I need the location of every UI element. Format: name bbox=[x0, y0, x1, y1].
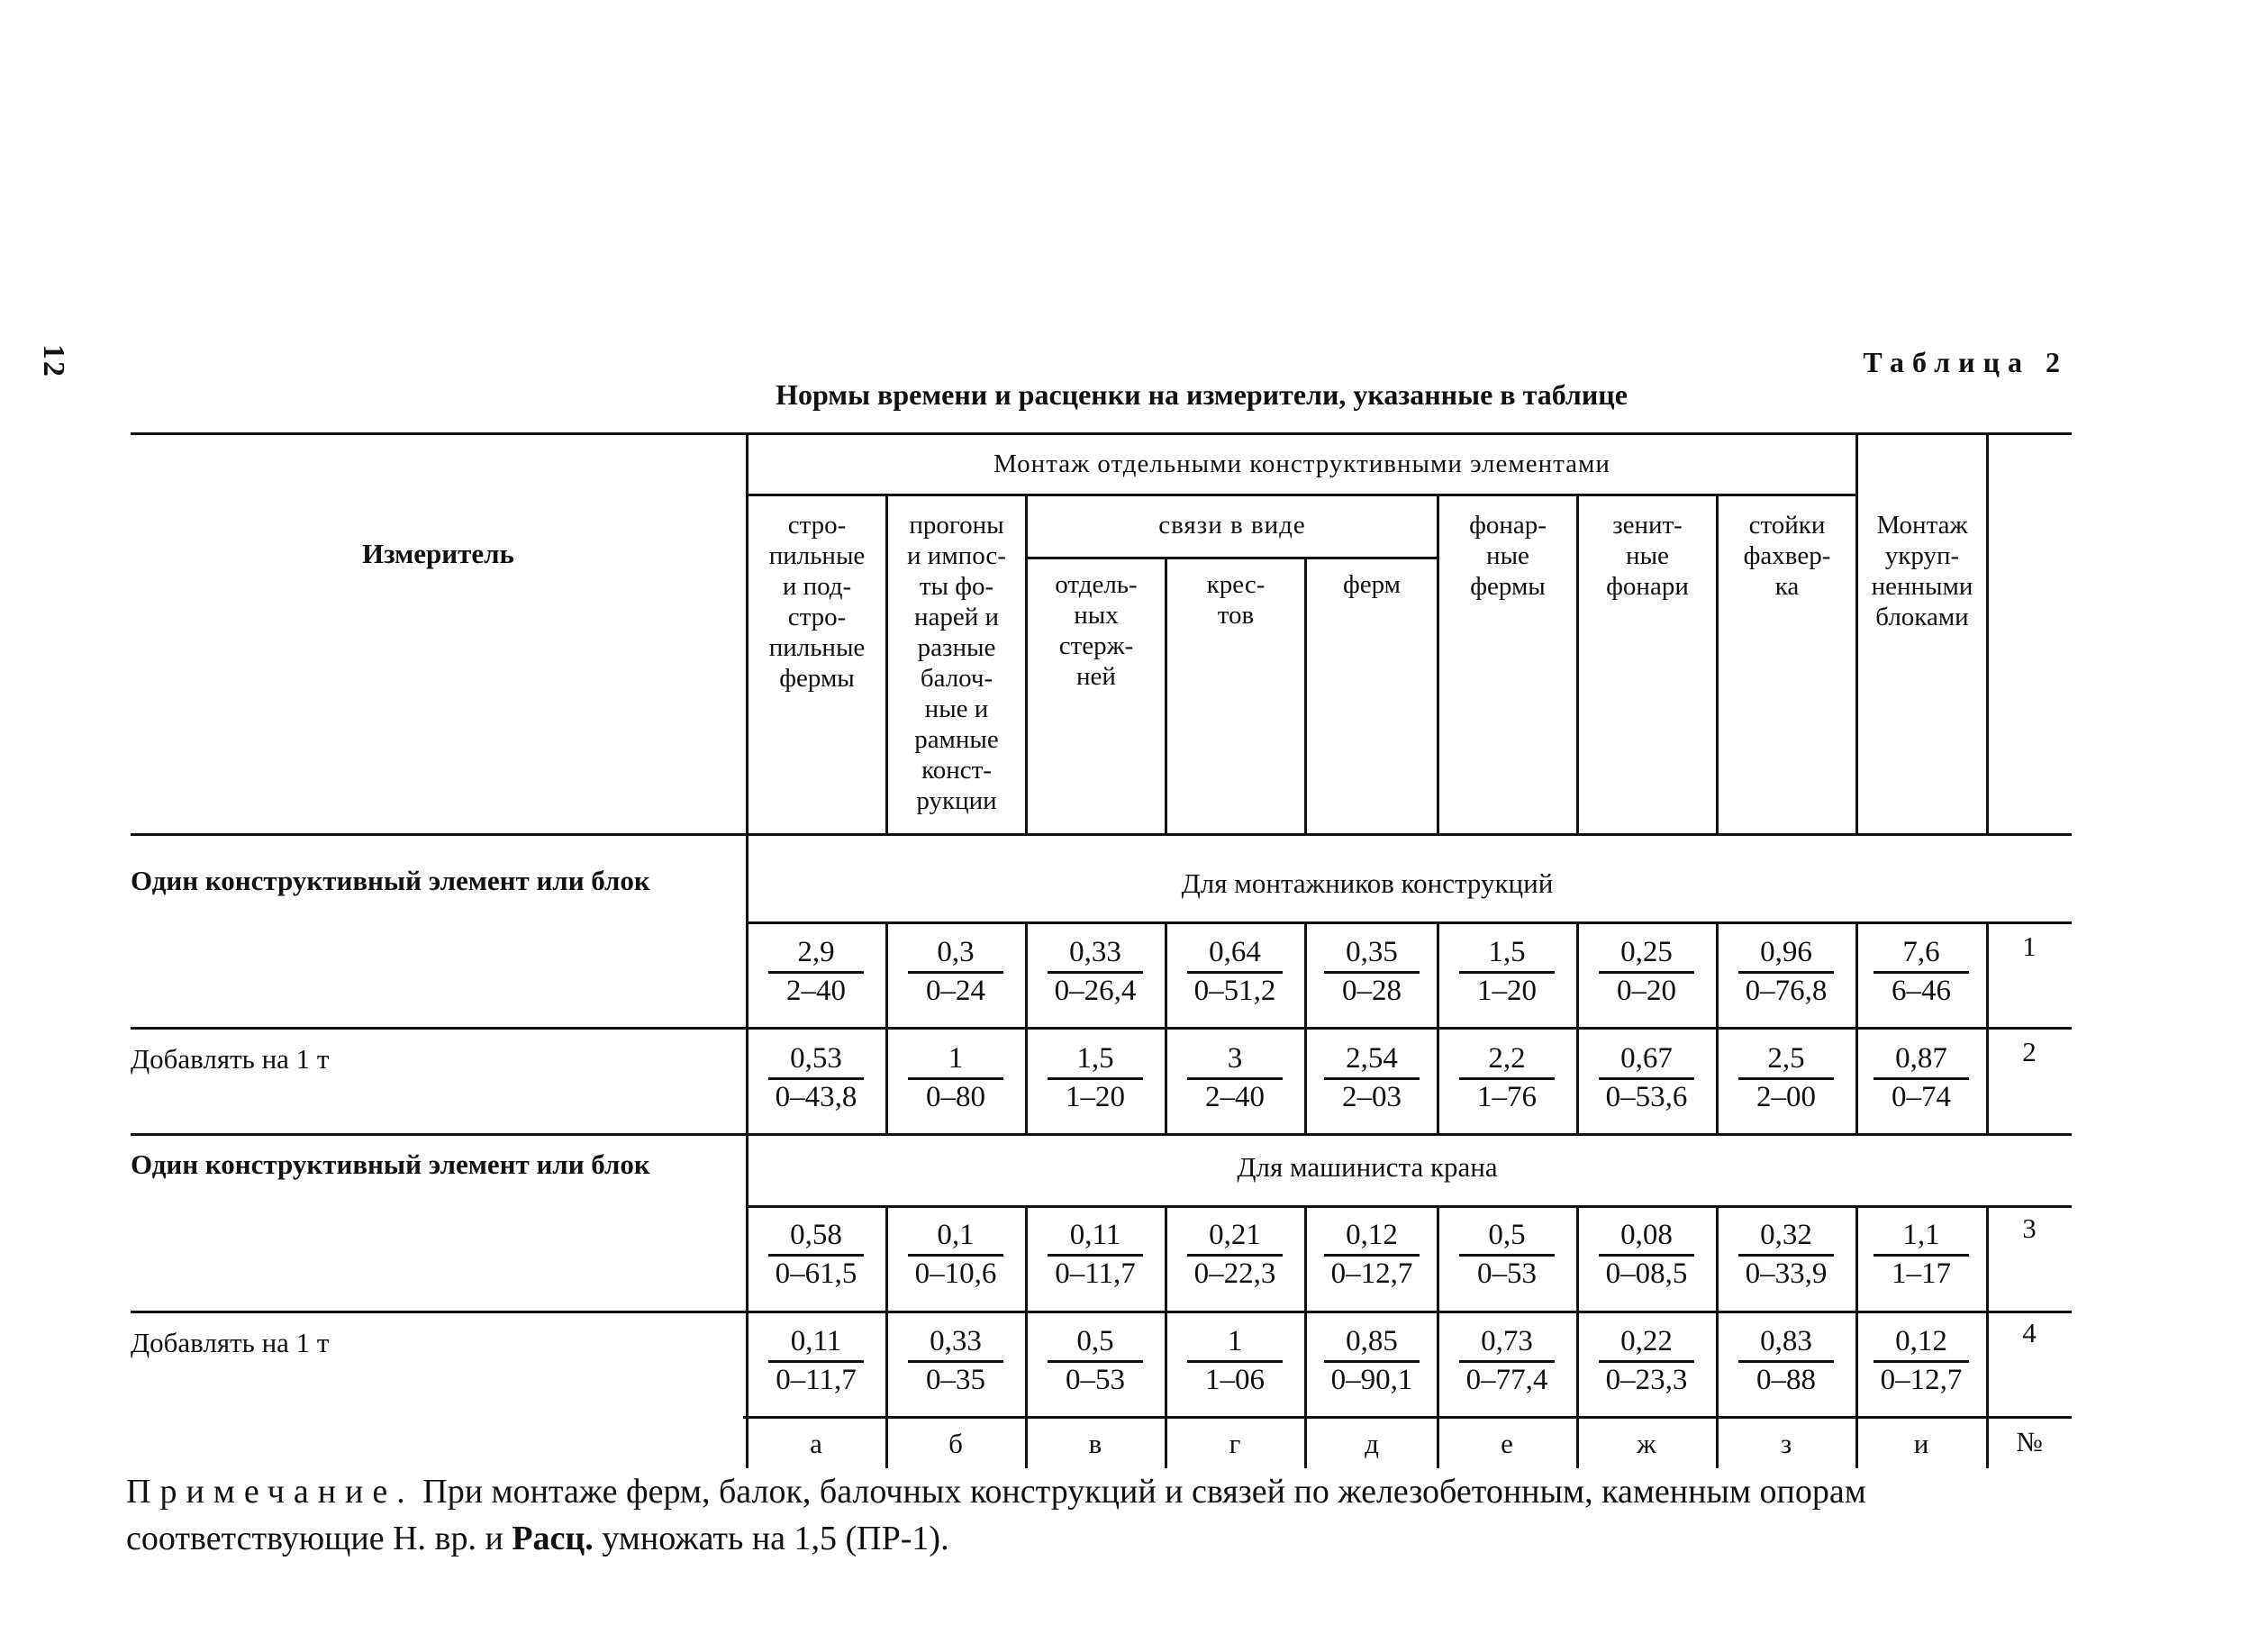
time-norm-value: 0,5 bbox=[1076, 1325, 1114, 1357]
column-letter: д bbox=[1365, 1428, 1379, 1459]
rate-cell bbox=[1304, 1041, 1439, 1114]
header-measure: Измеритель bbox=[362, 538, 514, 569]
section-title-crane-operator: Для машиниста крана bbox=[1237, 1151, 1498, 1183]
rate-cell bbox=[1719, 1324, 1854, 1397]
time-norm-value: 0,87 bbox=[1895, 1042, 1947, 1075]
rate-cell bbox=[1854, 935, 1989, 1008]
rate-cell bbox=[748, 1324, 884, 1397]
time-norm-value: 0,08 bbox=[1620, 1219, 1673, 1251]
time-norm-value: 0,12 bbox=[1895, 1325, 1947, 1357]
header-group-separate: Монтаж отдельными конструктивными элементами bbox=[993, 449, 1610, 478]
rate-cell bbox=[1167, 1324, 1302, 1397]
rate-cell bbox=[1028, 935, 1163, 1008]
header-col-d: ферм bbox=[1342, 570, 1402, 599]
rate-value: 1–20 bbox=[1048, 1077, 1143, 1114]
rate-cell bbox=[1304, 1218, 1439, 1291]
table-note bbox=[126, 1468, 2090, 1562]
time-norm-value: 0,1 bbox=[937, 1219, 975, 1251]
row2-bottom-rule bbox=[131, 1133, 2072, 1136]
rate-value: 0–53 bbox=[1459, 1254, 1555, 1291]
rate-cell bbox=[748, 935, 884, 1008]
row-label: Один конструктивный элемент или блок bbox=[131, 1148, 650, 1180]
rate-cell bbox=[1439, 1218, 1574, 1291]
row-number: 2 bbox=[2022, 1036, 2037, 1067]
time-norm-value: 0,83 bbox=[1760, 1325, 1812, 1357]
time-norm-value: 2,9 bbox=[797, 936, 835, 968]
time-norm-value: 1,5 bbox=[1076, 1042, 1114, 1075]
rate-cell bbox=[1439, 935, 1574, 1008]
column-letter: б bbox=[948, 1428, 963, 1459]
time-norm-value: 2,2 bbox=[1488, 1042, 1526, 1075]
rate-value: 0–23,3 bbox=[1599, 1360, 1694, 1397]
time-norm-value: 0,12 bbox=[1346, 1219, 1398, 1251]
time-norm-value: 2,54 bbox=[1346, 1042, 1398, 1075]
time-norm-value: 2,5 bbox=[1767, 1042, 1805, 1075]
row-label: Добавлять на 1 т bbox=[131, 1043, 330, 1075]
time-norm-value: 0,73 bbox=[1481, 1325, 1533, 1357]
rate-value: 0–80 bbox=[908, 1077, 1003, 1114]
rate-cell bbox=[1579, 935, 1714, 1008]
column-letter: з bbox=[1780, 1428, 1792, 1459]
rate-value: 0–12,7 bbox=[1873, 1360, 1969, 1397]
time-norm-value: 1 bbox=[1227, 1325, 1243, 1357]
time-norm-value: 0,64 bbox=[1209, 936, 1261, 968]
row3-bottom-rule bbox=[131, 1311, 2072, 1313]
time-norm-value: 1,1 bbox=[1902, 1219, 1940, 1251]
header-col-zh: зенит- ные фонари bbox=[1606, 511, 1689, 601]
rate-value: 0–28 bbox=[1324, 971, 1420, 1008]
rate-value: 0–53,6 bbox=[1599, 1077, 1694, 1114]
rate-cell bbox=[1028, 1041, 1163, 1114]
column-letter: в bbox=[1088, 1428, 1102, 1459]
rate-value: 0–33,9 bbox=[1738, 1254, 1834, 1291]
rate-cell bbox=[1579, 1324, 1714, 1397]
rate-cell bbox=[1719, 935, 1854, 1008]
rate-value: 0–43,8 bbox=[768, 1077, 864, 1114]
section1-title-rule bbox=[748, 921, 2072, 924]
rate-cell bbox=[888, 1324, 1023, 1397]
rate-cell bbox=[1439, 1324, 1574, 1397]
time-norm-value: 0,85 bbox=[1346, 1325, 1398, 1357]
rate-value: 0–88 bbox=[1738, 1360, 1834, 1397]
section2-title-rule bbox=[748, 1205, 2072, 1208]
time-norm-value: 0,58 bbox=[790, 1219, 842, 1251]
rate-value: 0–76,8 bbox=[1738, 971, 1834, 1008]
header-col-z: стойки фахвер- ка bbox=[1743, 511, 1831, 601]
rate-cell bbox=[748, 1218, 884, 1291]
rate-value: 0–35 bbox=[908, 1360, 1003, 1397]
rate-cell bbox=[1719, 1041, 1854, 1114]
rate-value: 0–77,4 bbox=[1459, 1360, 1555, 1397]
column-letter: г bbox=[1229, 1428, 1241, 1459]
number-sign: № bbox=[2016, 1426, 2043, 1457]
rate-cell bbox=[1028, 1324, 1163, 1397]
header-col-i: Монтаж укруп- ненными блоками bbox=[1871, 511, 1973, 631]
rate-value: 0–10,6 bbox=[908, 1254, 1003, 1291]
row4-bottom-rule bbox=[743, 1416, 2072, 1419]
time-norm-value: 0,96 bbox=[1760, 936, 1812, 968]
rate-cell bbox=[1854, 1041, 1989, 1114]
rate-value: 6–46 bbox=[1873, 971, 1969, 1008]
column-letter: е bbox=[1501, 1428, 1513, 1459]
rate-value: 0–61,5 bbox=[768, 1254, 864, 1291]
section-title-fitters: Для монтажников конструкций bbox=[1181, 867, 1554, 899]
rate-value: 1–06 bbox=[1187, 1360, 1283, 1397]
time-norm-value: 0,11 bbox=[790, 1325, 842, 1357]
rate-value: 0–26,4 bbox=[1048, 971, 1143, 1008]
time-norm-value: 0,25 bbox=[1620, 936, 1673, 968]
rate-value: 0–90,1 bbox=[1324, 1360, 1420, 1397]
time-norm-value: 0,3 bbox=[937, 936, 975, 968]
rate-value: 1–76 bbox=[1459, 1077, 1555, 1114]
rate-cell bbox=[1304, 935, 1439, 1008]
rate-cell bbox=[1579, 1041, 1714, 1114]
note-title: Примечание. bbox=[126, 1473, 414, 1511]
rate-value: 0–22,3 bbox=[1187, 1254, 1283, 1291]
time-norm-value: 0,33 bbox=[1069, 936, 1121, 968]
rate-value: 0–11,7 bbox=[1048, 1254, 1143, 1291]
header-bottom-rule bbox=[131, 833, 2072, 836]
rate-value: 0–53 bbox=[1048, 1360, 1143, 1397]
header-group-bracing: связи в виде bbox=[1158, 511, 1306, 540]
rate-cell bbox=[1028, 1218, 1163, 1291]
table-top-rule bbox=[131, 432, 2072, 435]
column-letter: ж bbox=[1637, 1428, 1656, 1459]
header-col-v: отдель- ных стерж- ней bbox=[1055, 570, 1138, 691]
header-col-b: прогоны и импос- ты фо- нарей и разные балоч- ные и рамные конст- рукции bbox=[907, 511, 1006, 815]
header-col-e: фонар- ные фермы bbox=[1469, 511, 1547, 601]
note-bold-text: Расц. bbox=[512, 1520, 594, 1557]
time-norm-value: 0,32 bbox=[1760, 1219, 1812, 1251]
time-norm-value: 7,6 bbox=[1902, 936, 1940, 968]
row-number: 1 bbox=[2022, 930, 2037, 962]
time-norm-value: 0,53 bbox=[790, 1042, 842, 1075]
rate-cell bbox=[1167, 1041, 1302, 1114]
rate-cell bbox=[888, 935, 1023, 1008]
note-text-end: умножать на 1,5 (ПР-1). bbox=[593, 1520, 949, 1557]
rate-value: 2–40 bbox=[1187, 1077, 1283, 1114]
rate-cell bbox=[1304, 1324, 1439, 1397]
row-number: 4 bbox=[2022, 1317, 2037, 1348]
time-norm-value: 0,22 bbox=[1620, 1325, 1673, 1357]
group-header-rule bbox=[748, 494, 1855, 496]
rate-cell bbox=[1167, 935, 1302, 1008]
time-norm-value: 0,67 bbox=[1620, 1042, 1673, 1075]
rate-cell bbox=[1579, 1218, 1714, 1291]
rate-cell bbox=[1854, 1324, 1989, 1397]
rate-value: 2–00 bbox=[1738, 1077, 1834, 1114]
rate-value: 0–51,2 bbox=[1187, 971, 1283, 1008]
time-norm-value: 0,21 bbox=[1209, 1219, 1261, 1251]
rate-value: 2–03 bbox=[1324, 1077, 1420, 1114]
column-letter: и bbox=[1913, 1428, 1929, 1459]
col-rule-num bbox=[1986, 432, 1989, 833]
rate-value: 0–08,5 bbox=[1599, 1254, 1694, 1291]
time-norm-value: 3 bbox=[1227, 1042, 1243, 1075]
note-text: При монтаже ферм, балок, балочных конструкций и связей по железобетонным, каменным опорам соответствующие Н. вр. и bbox=[126, 1473, 1866, 1557]
rate-cell bbox=[1719, 1218, 1854, 1291]
rate-value: 1–17 bbox=[1873, 1254, 1969, 1291]
rate-cell bbox=[1854, 1218, 1989, 1291]
column-letter: а bbox=[810, 1428, 822, 1459]
time-norm-value: 0,5 bbox=[1488, 1219, 1526, 1251]
header-col-g: крес- тов bbox=[1206, 570, 1266, 630]
row-label: Один конструктивный элемент или блок bbox=[131, 865, 650, 896]
time-norm-value: 0,33 bbox=[930, 1325, 982, 1357]
rate-value: 1–20 bbox=[1459, 971, 1555, 1008]
table-label: Таблица 2 bbox=[1863, 346, 2068, 378]
col-rule-i bbox=[1855, 432, 1858, 833]
rate-value: 0–12,7 bbox=[1324, 1254, 1420, 1291]
rate-cell bbox=[1167, 1218, 1302, 1291]
rate-value: 0–11,7 bbox=[768, 1360, 864, 1397]
table-title: Нормы времени и расценки на измерители, указанные в таблице bbox=[776, 378, 1628, 411]
row-label: Добавлять на 1 т bbox=[131, 1327, 330, 1358]
bracing-header-rule bbox=[1027, 557, 1437, 559]
time-norm-value: 0,35 bbox=[1346, 936, 1398, 968]
page-number: 12 bbox=[37, 344, 70, 378]
row-number: 3 bbox=[2022, 1212, 2037, 1244]
rate-value: 2–40 bbox=[768, 971, 864, 1008]
rate-value: 0–24 bbox=[908, 971, 1003, 1008]
header-col-a: стро- пильные и под- стро- пильные фермы bbox=[768, 511, 866, 693]
rate-cell bbox=[748, 1041, 884, 1114]
row1-bottom-rule bbox=[131, 1027, 2072, 1030]
time-norm-value: 0,11 bbox=[1069, 1219, 1121, 1251]
rate-cell bbox=[888, 1041, 1023, 1114]
rate-cell bbox=[888, 1218, 1023, 1291]
time-norm-value: 1,5 bbox=[1488, 936, 1526, 968]
rate-cell bbox=[1439, 1041, 1574, 1114]
time-norm-value: 1 bbox=[948, 1042, 964, 1075]
rate-value: 0–20 bbox=[1599, 971, 1694, 1008]
rate-value: 0–74 bbox=[1873, 1077, 1969, 1114]
norms-table bbox=[131, 432, 2072, 1468]
